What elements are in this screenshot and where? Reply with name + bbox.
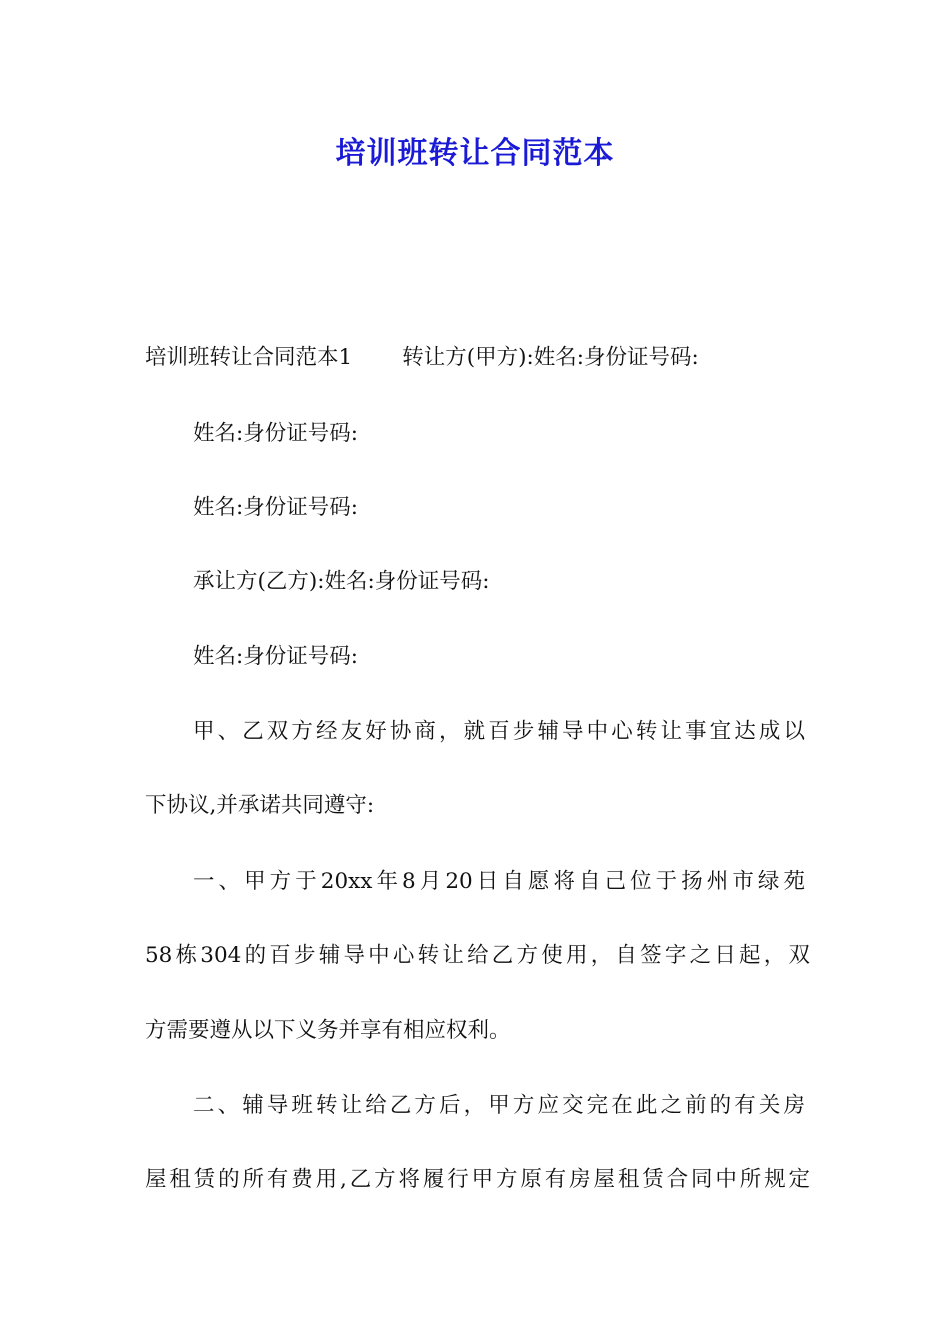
section-heading: 培训班转让合同范本1 bbox=[145, 345, 353, 370]
paragraph-intro-line-1: 甲、乙双方经友好协商，就百步辅导中心转让事宜达成以 bbox=[193, 719, 805, 744]
paragraph-intro-line-2: 下协议,并承诺共同遵守: bbox=[145, 793, 375, 818]
document-title: 培训班转让合同范本 bbox=[335, 136, 615, 171]
transferee-line: 承让方(乙方):姓名:身份证号码: bbox=[193, 569, 490, 594]
transferor-line: 转让方(甲方):姓名:身份证号码: bbox=[402, 345, 699, 370]
clause-1-line-3: 方需要遵从以下义务并享有相应权利。 bbox=[145, 1018, 511, 1043]
first-line bbox=[145, 342, 810, 374]
clause-2-line-2: 屋租赁的所有费用,乙方将履行甲方原有房屋租赁合同中所规定 bbox=[145, 1167, 810, 1192]
clause-1-line-2: 58栋304的百步辅导中心转让给乙方使用，自签字之日起，双 bbox=[145, 943, 810, 968]
clause-2-line-1: 二、辅导班转让给乙方后，甲方应交完在此之前的有关房 bbox=[193, 1093, 805, 1118]
clause-1-line-1: 一、甲方于20xx年8月20日自愿将自己位于扬州市绿苑 bbox=[193, 869, 805, 894]
transferor-name-line-3: 姓名:身份证号码: bbox=[193, 495, 358, 520]
transferee-name-line-2: 姓名:身份证号码: bbox=[193, 644, 358, 669]
transferor-name-line-2: 姓名:身份证号码: bbox=[193, 421, 358, 446]
